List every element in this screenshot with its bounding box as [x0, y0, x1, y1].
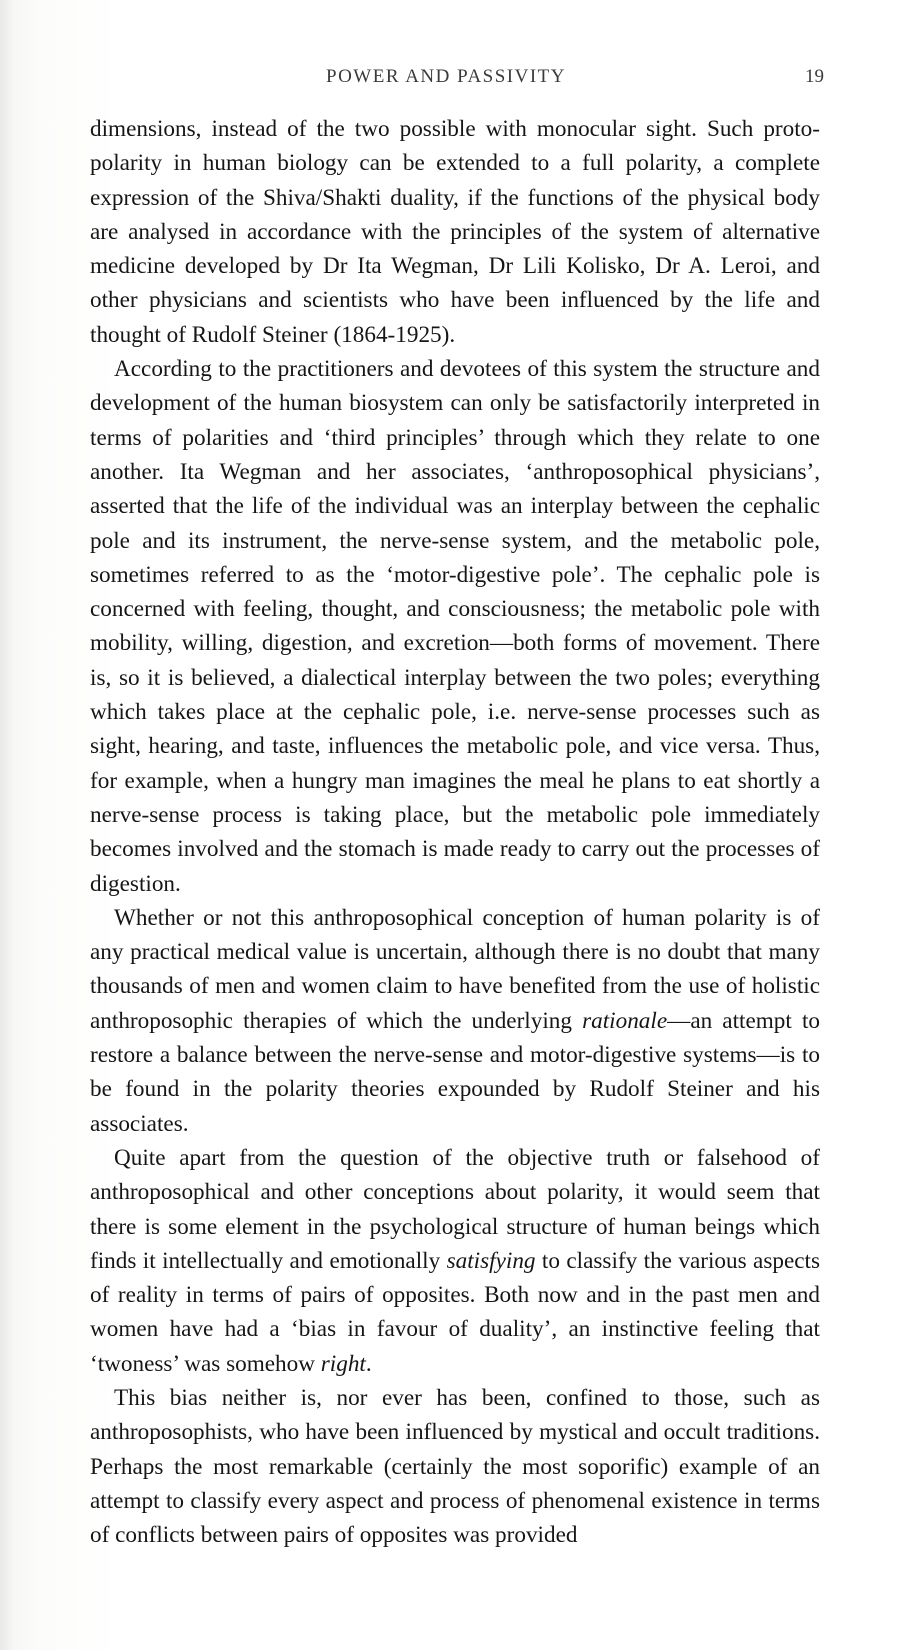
- paragraph-text: .: [365, 1350, 372, 1377]
- italic-term: right: [320, 1350, 366, 1377]
- running-title: POWER AND PASSIVITY: [326, 66, 566, 87]
- paragraph: [90, 1141, 820, 1381]
- italic-term: rationale: [582, 1007, 668, 1034]
- paragraph-text: to classify the various aspects of reality in terms of pairs of opposites. Both now and in the past men and women have had a ‘bias in favour of duality’, an instinctive feeling that ‘twoness’ was somehow: [90, 1247, 820, 1377]
- page-number: 19: [805, 66, 824, 87]
- paragraph: [90, 1381, 820, 1552]
- paragraph-text: This bias neither is, nor ever has been, confined to those, such as anthroposophists, who have been influenced by mystical and occult traditions. Perhaps the most remarkable (certainly the most soporific) example of an attempt to classify every aspect and process of phenomenal existence in terms of conflicts between pairs of opposites was provided: [90, 1384, 820, 1549]
- paragraph: [90, 352, 820, 901]
- body-text: [90, 112, 820, 1552]
- paragraph: [90, 901, 820, 1141]
- running-head: [0, 66, 909, 96]
- paragraph-text: According to the practitioners and devotees of this system the structure and development of the human biosystem can only be satisfactorily interpreted in terms of polarities and ‘third principles’ through which they relate to one another. Ita Wegman and her associates, ‘anthroposophical physicians’, asserted that the life of the individual was an interplay between the cephalic pole and its instrument, the nerve-sense system, and the metabolic pole, sometimes referred to as the ‘motor-digestive pole’. The cephalic pole is concerned with feeling, thought, and consciousness; the metabolic pole with mobility, willing, digestion, and excretion—both forms of movement. There is, so it is believed, a dialectical interplay between the two poles; everything which takes place at the cephalic pole, i.e. nerve-sense processes such as sight, hearing, and taste, influences the metabolic pole, and vice versa. Thus, for example, when a hungry man imagines the meal he plans to eat shortly a nerve-sense process is taking place, but the metabolic pole immediately becomes involved and the stomach is made ready to carry out the processes of digestion.: [90, 356, 820, 897]
- paragraph-text: —an attempt to restore a balance between the nerve-sense and motor-digestive systems—is to be found in the polarity theories expounded by Rudolf Steiner and his associates.: [90, 1007, 820, 1137]
- italic-term: satisfying: [446, 1247, 536, 1274]
- paragraph-text: dimensions, instead of the two possible with monocular sight. Such proto-polarity in human biology can be extended to a full polarity, a complete expression of the Shiva/Shakti duality, if the functions of the physical body are analysed in accordance with the principles of the system of alternative medicine developed by Dr Ita Wegman, Dr Lili Kolisko, Dr A. Leroi, and other physicians and scientists who have been influenced by the life and thought of Rudolf Steiner (1864-1925).: [90, 116, 820, 348]
- paragraph: [90, 112, 820, 352]
- paragraph-text: Quite apart from the question of the objective truth or falsehood of anthroposophical and other conceptions about polarity, it would seem that there is some element in the psychological structure of human beings which finds it intellectually and emotionally: [90, 1144, 820, 1274]
- paragraph-text: Whether or not this anthroposophical conception of human polarity is of any practical medical value is uncertain, although there is no doubt that many thousands of men and women claim to have benefited from the use of holistic anthroposophic therapies of which the underlying: [90, 904, 820, 1034]
